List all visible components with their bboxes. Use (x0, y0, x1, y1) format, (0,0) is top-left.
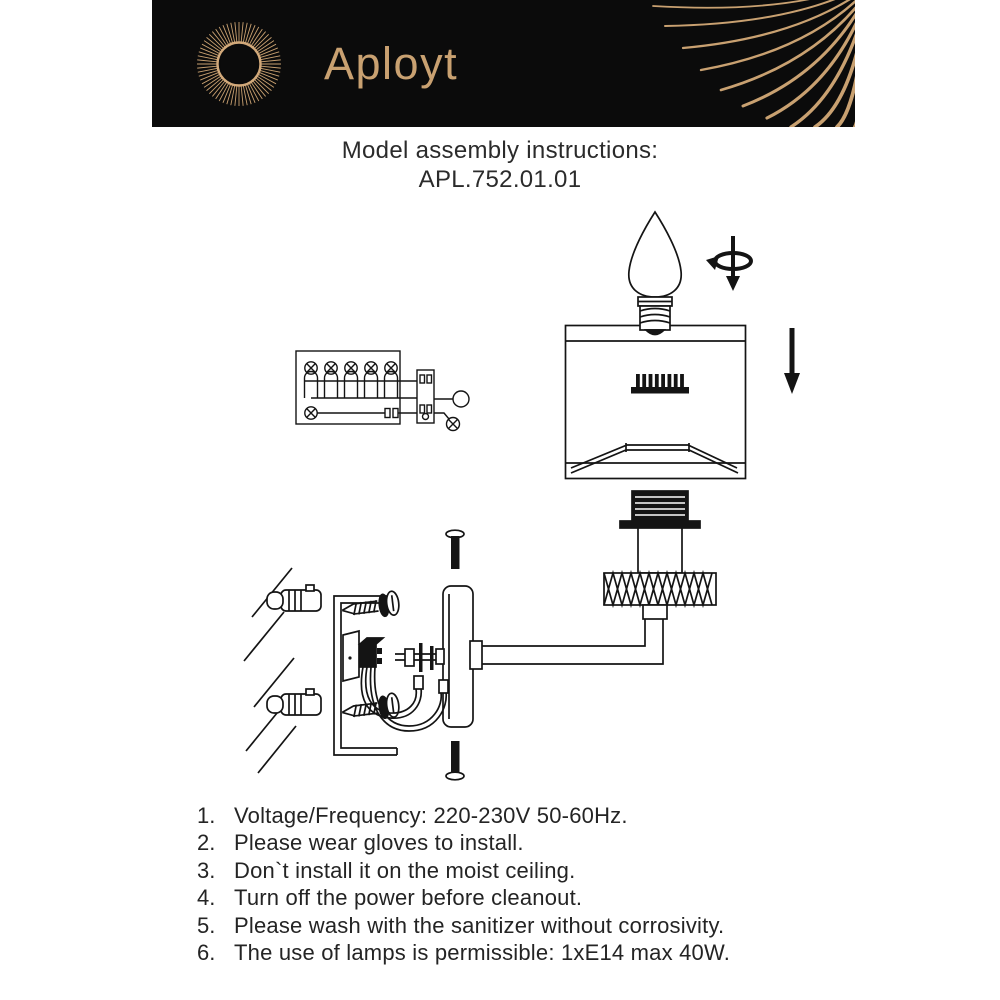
instruction-number: 5. (197, 912, 216, 938)
instruction-item (197, 830, 877, 857)
instruction-item (197, 940, 877, 967)
candle-bulb-icon (629, 212, 681, 335)
page-title: Model assembly instructions: (341, 137, 659, 164)
instruction-number: 1. (197, 803, 216, 828)
instruction-number: 2. (197, 830, 216, 856)
instruction-text: Please wash with the sanitizer without corrosivity. (234, 912, 725, 938)
wall-anchor-bottom (267, 689, 321, 715)
instruction-text: Please wear gloves to install. (234, 830, 524, 856)
instructions-list (197, 803, 877, 967)
down-arrow-icon (784, 328, 800, 394)
instruction-item (197, 913, 877, 940)
lampshade (566, 326, 746, 479)
model-number: APL.752.01.01 (418, 166, 582, 193)
instruction-number: 4. (197, 885, 216, 911)
brand-wordmark: Aployt (324, 37, 459, 89)
wiring-diagram (296, 351, 469, 431)
lamp-arm (470, 619, 663, 669)
decorative-ring (604, 573, 716, 619)
instruction-text: The use of lamps is permissible: 1xE14 max 40W. (234, 939, 731, 965)
instruction-item (197, 803, 877, 830)
instruction-text: Don`t install it on the moist ceiling. (234, 857, 576, 883)
wall-canopy (443, 586, 473, 727)
lamp-socket (620, 491, 700, 573)
instruction-text: Turn off the power before cleanout. (234, 885, 583, 911)
rotation-direction-icon (706, 236, 751, 291)
instruction-item (197, 858, 877, 885)
instruction-text: Voltage/Frequency: 220-230V 50-60Hz. (234, 803, 628, 828)
instruction-number: 6. (197, 939, 216, 965)
instruction-number: 3. (197, 857, 216, 883)
mounting-bolt-top (446, 530, 464, 569)
mounting-bolt-bottom (446, 741, 464, 780)
instruction-item (197, 885, 877, 912)
